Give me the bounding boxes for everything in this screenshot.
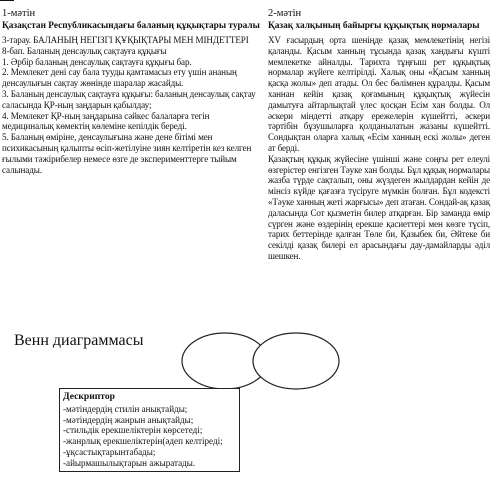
text-1-paragraph: 8-бап. Баланың денсаулық сақтауға құқығы bbox=[2, 45, 167, 56]
text-2-body bbox=[268, 35, 490, 262]
descriptor-item: -жанрлық ерекшеліктерін(әдеп келтіреді; bbox=[63, 436, 223, 447]
text-1-column bbox=[2, 7, 260, 175]
descriptor-item: -мәтіндердің стилін анықтайды; bbox=[63, 404, 188, 414]
venn-circle-right bbox=[253, 333, 339, 389]
descriptor-item: -ұқсастықтарынтабады; bbox=[63, 446, 156, 457]
text-2-paragraph: Қазақтың құқық жүйесіне үшінші және соңғы рет елеулі өзгерістер енгізген Тәуке хан болды. Бұл құқық нормалары жазба түрде сақталып, оны жүздеген жылдардан кейін де мінсіз күйде қағазға түсіруге мүмкін болған. Бұл кодексті «Тәуке ханның жеті жарғысы» деп атаған. Сондай-ақ қазақ даласында Сот қызметін билер атқарған. Бір заманда өмір сүрген және өздерінің ерекше қасиеттері мен көзге түсіп, тарих беттерінде қалған Төле би, Қазыбек би, Әйтеке би секілді қазақ билері ел арасындағы дау-дамайларды әділ шешкен. bbox=[268, 153, 490, 261]
text-1-title: Қазақстан Республикасындағы баланың құқықтары туралы bbox=[2, 21, 260, 31]
descriptor-item: -мәтіндердің жанрын анықтайды; bbox=[63, 414, 194, 425]
text-1-label: 1-мәтін bbox=[2, 8, 36, 19]
text-1-paragraph: 4. Мемлекет ҚР-ның заңдарына сәйкес балаларға тегін медициналық көмектің көлеміне кепілдік береді. bbox=[2, 110, 210, 132]
text-2-title: Қазақ халқының байырғы құқықтық нормалары bbox=[268, 21, 480, 31]
text-1-paragraph: 3. Баланың денсаулық сақтауға құқығы: баланың денсаулық сақтау саласында ҚР-ның заңдарын қабылдау; bbox=[2, 88, 256, 110]
descriptor-item: -айырмашылықтарын ажыратады. bbox=[63, 457, 196, 468]
descriptor-item: -стильдік ерекшеліктерін көрсетеді; bbox=[63, 425, 203, 436]
venn-diagram-title: Венн диаграммасы bbox=[14, 332, 144, 349]
text-2-paragraph: XV ғасырдың орта шеніңде қазақ мемлекетінің негізі қаланды. Қасым ханның тұсында қазақ хандығы күшті мемлекетке айналды. Тарихта тұңғыш рет құқықтық нормалар жүйеге келтірілді. Халық оны «Қасым ханның қасқа жолы» деп атады. Ол бес бөлімнен құралды. Қасым ханнан кейін қазақ қоғамының құқықтық жүйесін дамытуға айтарлықтай үлес қосқан Есім хан болды. Ол әскери міндетті атқару ережелерін күшейтті, әскери тәртібін бұзушыларға қолданылатын жазаны күшейтті. Сондықтан оларға халық «Есім ханның ескі жолы» деген ат берді. bbox=[268, 35, 490, 153]
descriptor-title: Дескриптор bbox=[63, 391, 115, 402]
descriptor-box bbox=[59, 388, 240, 472]
text-1-paragraph: 3-тарау. БАЛАНЫҢ НЕГІЗГІ ҚҰҚЫҚТАРЫ МЕН МІНДЕТТЕРІ bbox=[2, 35, 249, 45]
text-1-paragraph: 5. Баланың өміріне, денсаулығына және дене бітімі мен психикасының қалыпты өсіп-жетілуіне зиян келтіретін кез келген ғылыми тәжірибелер немесе өзге де эксперименттерге тыйым салынады. bbox=[2, 132, 252, 175]
text-2-column bbox=[268, 7, 490, 262]
text-1-paragraph: 2. Мемлекет дені сау бала тууды қамтамасыз ету үшін ананың денсаулығын сақтау жөнінде шаралар жасайды. bbox=[2, 67, 237, 89]
text-2-label: 2-мәтін bbox=[268, 8, 302, 19]
cropped-heading-fragment bbox=[0, 0, 14, 6]
text-1-body bbox=[2, 35, 260, 175]
text-1-paragraph: 1. Әрбір баланың денсаулық сақтауға құқығы бар. bbox=[2, 56, 192, 67]
